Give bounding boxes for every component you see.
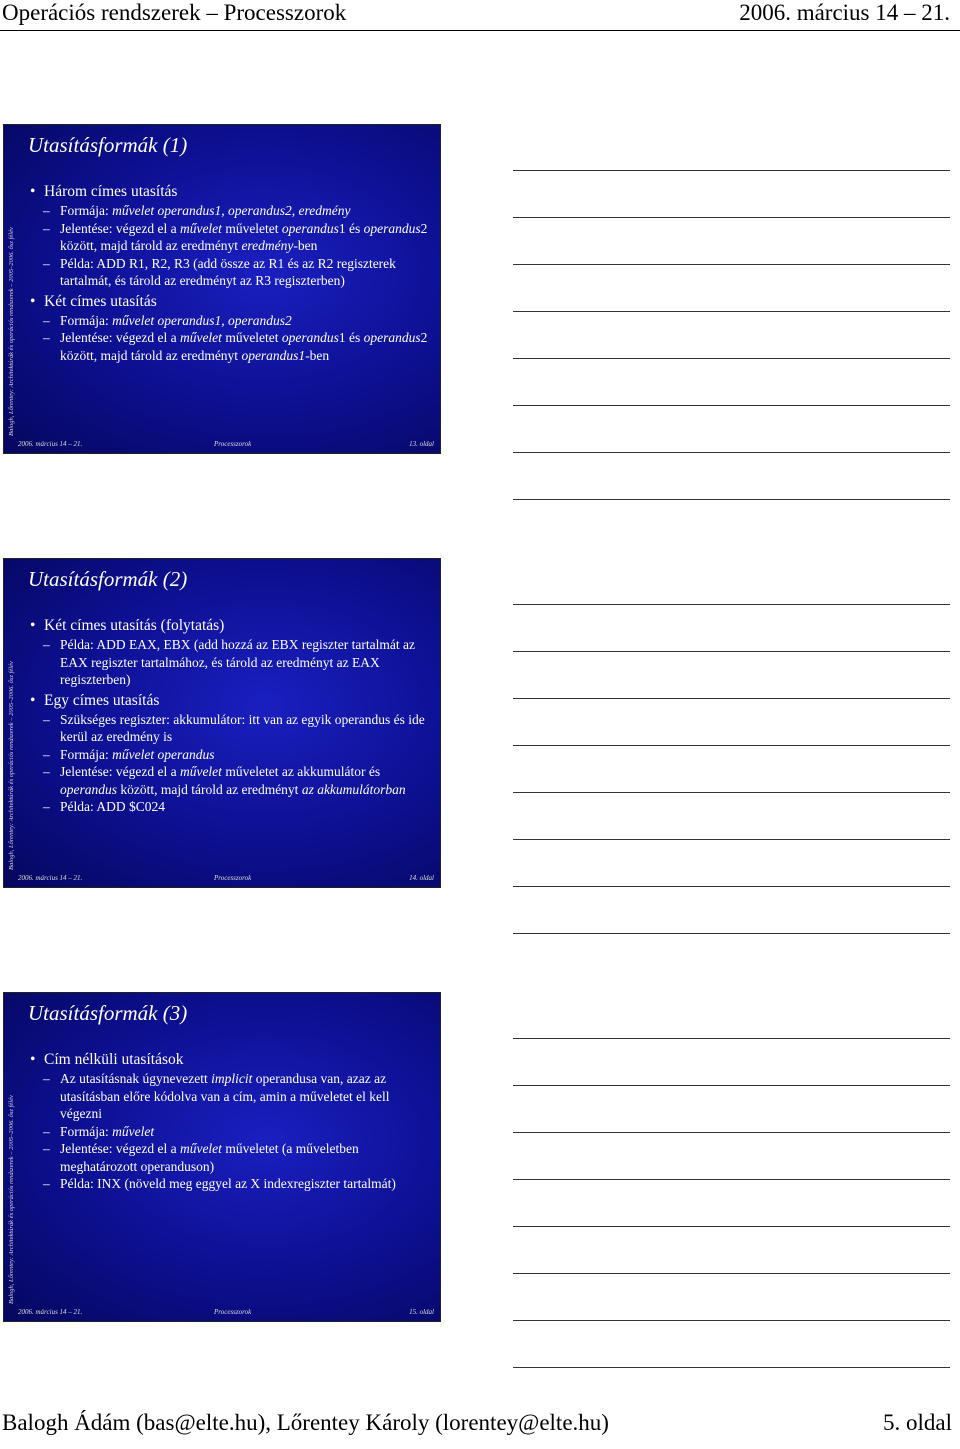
note-line: [513, 264, 950, 265]
footer-authors: Balogh Ádám (bas@elte.hu), Lőrentey Károly (lorentey@elte.hu): [2, 1410, 609, 1435]
slide-footer-topic: Processzorok: [214, 1308, 252, 1316]
page-header: [0, 0, 960, 28]
bullet-dot-icon: •: [30, 617, 36, 634]
header-rule: [0, 30, 960, 31]
bullet-dash-icon: –: [43, 764, 50, 779]
slide-footer-page: 15. oldal: [409, 1308, 434, 1316]
slide-footer-date: 2006. március 14 – 21.: [18, 1308, 83, 1316]
slide-side-caption: Balogh, Lőrentey: Architektúrák és operációs rendszerek – 2005–2006. ősz félév: [8, 227, 15, 436]
bullet-dash-icon: –: [43, 637, 50, 652]
bullet-dash-icon: –: [43, 1123, 50, 1139]
slide-side-caption: Balogh, Lőrentey: Architektúrák és operációs rendszerek – 2005–2006. ősz félév: [8, 1095, 15, 1304]
note-line: [513, 1320, 950, 1321]
bullet-text: Három címes utasítás: [44, 183, 178, 200]
slide-footer-topic: Processzorok: [214, 440, 252, 448]
sub-bullet-item: [30, 202, 434, 220]
slide-footer: [18, 1308, 434, 1318]
bullet-item: [30, 182, 434, 201]
sub-bullet-item: [30, 746, 434, 764]
page-footer: [0, 1410, 960, 1446]
note-line: [513, 1179, 950, 1180]
bullet-dash-icon: –: [43, 312, 50, 328]
bullet-dash-icon: –: [43, 711, 50, 727]
sub-bullet-item: [30, 1140, 434, 1175]
bullet-text: Példa: INX (növeld meg eggyel az X indexregiszter tartalmát): [60, 1176, 396, 1191]
bullet-text: Példa: ADD EAX, EBX (add hozzá az EBX regiszter tartalmát az EAX regiszter tartalmához, és tárold az eredményt az EAX regiszterben): [60, 637, 415, 687]
slide-footer-page: 14. oldal: [409, 874, 434, 882]
slide-footer-topic: Processzorok: [214, 874, 252, 882]
note-line: [513, 604, 950, 605]
header-date: 2006. március 14 – 21.: [739, 0, 950, 25]
note-line: [513, 886, 950, 887]
sub-bullet-item: [30, 312, 434, 330]
slide-footer-date: 2006. március 14 – 21.: [18, 874, 83, 882]
sub-bullet-item: [30, 711, 434, 746]
slide-title: Utasításformák (3): [28, 1001, 188, 1025]
bullet-dash-icon: –: [43, 255, 50, 271]
slide-title: Utasításformák (1): [28, 133, 188, 157]
sub-bullet-item: [30, 1175, 434, 1193]
slide-body: [30, 180, 434, 364]
bullet-text: Egy címes utasítás: [44, 691, 160, 709]
note-line: [513, 358, 950, 359]
note-line: [513, 1038, 950, 1039]
bullet-text: Az utasításnak úgynevezett implicit operandusa van, azaz az utasításban előre kódolva van a cím, amin a műveletet el kell végezni: [60, 1071, 390, 1121]
slide-side-caption: Balogh, Lőrentey: Architektúrák és operációs rendszerek – 2005–2006. ősz félév: [8, 661, 15, 870]
sub-bullet-item: [30, 763, 434, 798]
note-line: [513, 499, 950, 500]
bullet-text: Jelentése: végezd el a művelet műveletet az akkumulátor és operandus között, majd tárold az eredményt az akkumulátorban: [60, 764, 406, 797]
bullet-text: Két címes utasítás (folytatás): [44, 617, 225, 634]
bullet-text: Formája: művelet operandus: [60, 746, 215, 762]
bullet-text: Cím nélküli utasítások: [44, 1051, 184, 1068]
note-line: [513, 1085, 950, 1086]
bullet-text: Szükséges regiszter: akkumulátor: itt van az egyik operandus és ide kerül az eredmény is: [60, 711, 425, 744]
bullet-item: [30, 292, 434, 311]
slide-footer: [18, 440, 434, 450]
note-line: [513, 1273, 950, 1274]
bullet-text: Formája: művelet operandus1, operandus2: [60, 312, 292, 328]
bullet-dash-icon: –: [43, 1071, 50, 1086]
note-line: [513, 1367, 950, 1368]
bullet-dash-icon: –: [43, 799, 50, 814]
note-line: [513, 933, 950, 934]
bullet-item: [30, 1050, 434, 1069]
note-line: [513, 405, 950, 406]
note-line: [513, 839, 950, 840]
slide-body: [30, 1048, 434, 1193]
bullet-dot-icon: •: [30, 292, 36, 310]
slide-title: Utasításformák (2): [28, 567, 188, 591]
bullet-dot-icon: •: [30, 183, 36, 200]
note-line: [513, 170, 950, 171]
bullet-dash-icon: –: [43, 746, 50, 762]
bullet-text: Formája: művelet: [60, 1123, 155, 1139]
sub-bullet-item: [30, 798, 434, 816]
note-line: [513, 1226, 950, 1227]
sub-bullet-item: [30, 255, 434, 290]
sub-bullet-item: [30, 636, 434, 689]
bullet-dash-icon: –: [43, 220, 50, 236]
bullet-text: Jelentése: végezd el a művelet műveletet operandus1 és operandus2 között, majd tárold az eredményt eredmény-ben: [60, 220, 428, 253]
header-title: Operációs rendszerek – Processzorok: [2, 0, 347, 25]
bullet-text: Formája: művelet operandus1, operandus2, eredmény: [60, 203, 351, 218]
bullet-dash-icon: –: [43, 1176, 50, 1191]
slide-footer: [18, 874, 434, 884]
note-line: [513, 452, 950, 453]
note-line: [513, 745, 950, 746]
note-line: [513, 792, 950, 793]
bullet-dash-icon: –: [43, 1141, 50, 1156]
sub-bullet-item: [30, 329, 434, 364]
bullet-dot-icon: •: [30, 691, 36, 709]
bullet-item: [30, 691, 434, 710]
bullet-text: Jelentése: végezd el a művelet műveletet operandus1 és operandus2 között, majd tárold az eredményt operandus1-ben: [60, 330, 428, 363]
bullet-text: Példa: ADD $C024: [60, 799, 166, 814]
bullet-dot-icon: •: [30, 1051, 36, 1068]
bullet-text: Két címes utasítás: [44, 292, 157, 310]
footer-page-number: 5. oldal: [883, 1410, 952, 1435]
sub-bullet-item: [30, 220, 434, 255]
bullet-dash-icon: –: [43, 203, 50, 218]
slide-13: [3, 124, 441, 454]
note-line: [513, 651, 950, 652]
slide-15: [3, 992, 441, 1322]
bullet-item: [30, 616, 434, 635]
bullet-text: Jelentése: végezd el a művelet műveletet (a műveletben meghatározott operanduson): [60, 1141, 359, 1174]
slide-body: [30, 614, 434, 816]
note-line: [513, 698, 950, 699]
bullet-dash-icon: –: [43, 330, 50, 345]
note-line: [513, 217, 950, 218]
sub-bullet-item: [30, 1123, 434, 1141]
note-line: [513, 1132, 950, 1133]
slide-14: [3, 558, 441, 888]
slide-footer-page: 13. oldal: [409, 440, 434, 448]
note-line: [513, 311, 950, 312]
bullet-text: Példa: ADD R1, R2, R3 (add össze az R1 és az R2 regiszterek tartalmát, és tárold az eredményt az R3 regiszterben): [60, 255, 396, 288]
slide-footer-date: 2006. március 14 – 21.: [18, 440, 83, 448]
sub-bullet-item: [30, 1070, 434, 1123]
